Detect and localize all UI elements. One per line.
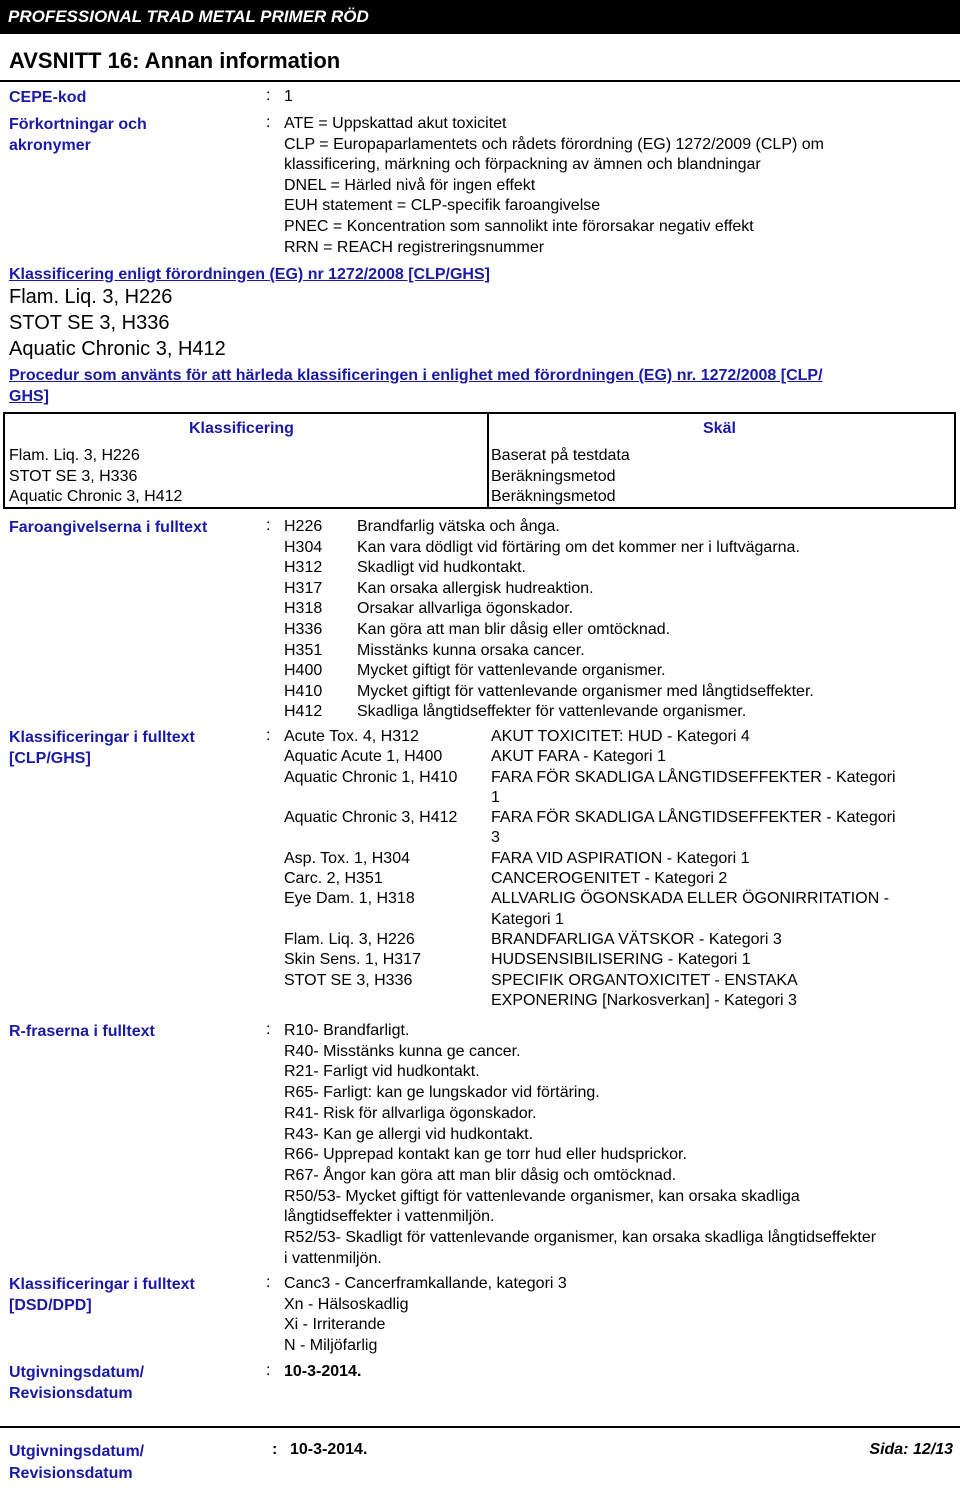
- hazard-code: H318: [284, 600, 323, 618]
- clp-text: SPECIFIK ORGANTOXICITET - ENSTAKA: [491, 971, 798, 989]
- clp-classification-list: [9, 284, 226, 362]
- procedure-table: [3, 412, 956, 509]
- r-phrase: R41- Risk för allvarliga ögonskador.: [284, 1104, 537, 1122]
- r-phrase: R66- Upprepad kontakt kan ge torr hud eller hudsprickor.: [284, 1146, 687, 1164]
- footer-date: 10-3-2014.: [290, 1441, 368, 1458]
- clp-code: Flam. Liq. 3, H226: [284, 930, 415, 948]
- footer-colon: :: [272, 1441, 278, 1458]
- issue-date-value: 10-3-2014.: [284, 1363, 362, 1380]
- r-phrase: långtidseffekter i vattenmiljön.: [284, 1208, 495, 1226]
- clp-code: Aquatic Chronic 1, H410: [284, 768, 458, 786]
- dsd-line: Xi - Irriterande: [284, 1316, 386, 1334]
- abbrev-colon: :: [266, 114, 271, 131]
- abbrev-line: EUH statement = CLP-specifik faroangivelse: [284, 197, 601, 215]
- hazard-code: H304: [284, 538, 323, 556]
- clp-classification-item: Aquatic Chronic 3, H412: [9, 338, 226, 360]
- clp-text: FARA FÖR SKADLIGA LÅNGTIDSEFFEKTER - Kategori: [491, 768, 896, 786]
- clp-text-cont: Kategori 1: [491, 910, 564, 928]
- abbrev-label-line1: Förkortningar och: [9, 116, 147, 133]
- clp-text: AKUT FARA - Kategori 1: [491, 748, 666, 766]
- clp-code: Eye Dam. 1, H318: [284, 890, 415, 908]
- clp-code: STOT SE 3, H336: [284, 971, 413, 989]
- abbrev-label-line2: akronymer: [9, 137, 91, 154]
- r-phrase: R43- Kan ge allergi vid hudkontakt.: [284, 1125, 534, 1143]
- clp-text: FARA FÖR SKADLIGA LÅNGTIDSEFFEKTER - Kategori: [491, 809, 896, 827]
- table-row-reason: Beräkningsmetod: [491, 488, 616, 505]
- clp-code: Acute Tox. 4, H312: [284, 728, 419, 745]
- hazard-text: Orsakar allvarliga ögonskador.: [357, 600, 574, 618]
- hazard-text: Skadliga långtidseffekter för vattenlevande organismer.: [357, 703, 747, 721]
- abbrev-line: PNEC = Koncentration som sannolikt inte förorsakar negativ effekt: [284, 217, 754, 235]
- r-phrase: R65- Farligt: kan ge lungskador vid förtäring.: [284, 1084, 600, 1102]
- abbrev-list: [284, 114, 824, 258]
- hazard-text: Misstänks kunna orsaka cancer.: [357, 641, 585, 659]
- clp-code: Carc. 2, H351: [284, 870, 383, 888]
- r-phrases-list: [284, 1021, 876, 1269]
- hazard-statements-colon: :: [266, 517, 271, 534]
- issue-date-colon: :: [266, 1362, 271, 1379]
- procedure-heading-line2: GHS]: [9, 388, 49, 405]
- issue-date-label: [9, 1362, 144, 1404]
- r-phrase: R50/53- Mycket giftigt för vattenlevande organismer, kan orsaka skadliga: [284, 1187, 800, 1205]
- issue-date-label-line1: Utgivningsdatum/: [9, 1364, 145, 1381]
- footer-label-line2: Revisionsdatum: [9, 1465, 133, 1482]
- table-classification-column: [9, 446, 182, 508]
- section-title: AVSNITT 16: Annan information: [9, 48, 341, 73]
- clp-text: BRANDFARLIGA VÄTSKOR - Kategori 3: [491, 930, 782, 948]
- dsd-fulltext-colon: :: [266, 1274, 271, 1291]
- footer-date-label: [9, 1441, 144, 1485]
- r-phrase: i vattenmiljön.: [284, 1249, 382, 1267]
- col-header-classification: Klassificering: [189, 420, 294, 437]
- hazard-text: Kan orsaka allergisk hudreaktion.: [357, 579, 594, 597]
- dsd-line: N - Miljöfarlig: [284, 1336, 378, 1354]
- procedure-heading: [9, 365, 823, 407]
- abbrev-line: klassificering, märkning och förpackning av ämnen och blandningar: [284, 156, 761, 174]
- hazard-text: Kan vara dödligt vid förtäring om det kommer ner i luftvägarna.: [357, 538, 800, 556]
- procedure-table-divider: [487, 414, 489, 507]
- dsd-line: Canc3 - Cancerframkallande, kategori 3: [284, 1275, 567, 1292]
- page-number: Sida: 12/13: [869, 1441, 953, 1458]
- abbrev-line: DNEL = Härled nivå för ingen effekt: [284, 176, 536, 194]
- hazard-text: Mycket giftigt för vattenlevande organismer med långtidseffekter.: [357, 682, 814, 700]
- table-row-classification: Aquatic Chronic 3, H412: [9, 488, 183, 505]
- cepe-colon: :: [266, 87, 271, 104]
- hazard-code: H317: [284, 579, 323, 597]
- table-row-reason: Baserat på testdata: [491, 447, 630, 464]
- clp-text: CANCEROGENITET - Kategori 2: [491, 870, 728, 888]
- r-phrases-label: R-fraserna i fulltext: [9, 1023, 155, 1040]
- hazard-statements-label: Faroangivelserna i fulltext: [9, 519, 208, 536]
- dsd-line: Xn - Hälsoskadlig: [284, 1295, 409, 1313]
- hazard-code: H336: [284, 620, 323, 638]
- clp-code: Skin Sens. 1, H317: [284, 951, 421, 969]
- clp-text-cont: 1: [491, 788, 500, 806]
- col-header-reason: Skäl: [703, 420, 736, 437]
- r-phrases-colon: :: [266, 1021, 271, 1038]
- hazard-code: H226: [284, 518, 323, 535]
- footer-rule: [0, 1426, 960, 1428]
- clp-code: Aquatic Acute 1, H400: [284, 748, 443, 766]
- abbrev-line: ATE = Uppskattad akut toxicitet: [284, 115, 507, 132]
- product-name: PROFESSIONAL TRAD METAL PRIMER RÖD: [8, 7, 369, 26]
- clp-text: HUDSENSIBILISERING - Kategori 1: [491, 951, 751, 969]
- hazard-text: Skadligt vid hudkontakt.: [357, 559, 526, 577]
- clp-fulltext-label-line2: [CLP/GHS]: [9, 750, 91, 767]
- dsd-fulltext-list: [284, 1274, 567, 1356]
- r-phrase: R10- Brandfarligt.: [284, 1022, 410, 1039]
- hazard-code: H400: [284, 662, 323, 680]
- hazard-code: H412: [284, 703, 323, 721]
- table-row-classification: STOT SE 3, H336: [9, 467, 138, 485]
- clp-fulltext-colon: :: [266, 727, 271, 744]
- abbrev-line: CLP = Europaparlamentets och rådets förordning (EG) 1272/2009 (CLP) om: [284, 135, 824, 153]
- hazard-code: H410: [284, 682, 323, 700]
- footer-label-line1: Utgivningsdatum/: [9, 1443, 145, 1460]
- clp-fulltext-texts: [491, 727, 896, 1011]
- hazard-texts: [357, 517, 814, 723]
- clp-text-cont: 3: [491, 829, 500, 847]
- hazard-text: Mycket giftigt för vattenlevande organismer.: [357, 662, 666, 680]
- r-phrase: R52/53- Skadligt för vattenlevande organismer, kan orsaka skadliga långtidseffekter: [284, 1229, 877, 1247]
- r-phrase: R21- Farligt vid hudkontakt.: [284, 1063, 480, 1081]
- cepe-label: CEPE-kod: [9, 89, 87, 106]
- cepe-value: 1: [284, 88, 293, 105]
- issue-date-label-line2: Revisionsdatum: [9, 1385, 133, 1402]
- hazard-codes: [284, 517, 322, 723]
- hazard-code: H312: [284, 559, 323, 577]
- clp-text-cont: EXPONERING [Narkosverkan] - Kategori 3: [491, 991, 797, 1009]
- document-header-bar: [0, 0, 960, 34]
- dsd-fulltext-label-line1: Klassificeringar i fulltext: [9, 1276, 195, 1293]
- r-phrase: R40- Misstänks kunna ge cancer.: [284, 1042, 521, 1060]
- clp-text: ALLVARLIG ÖGONSKADA ELLER ÖGONIRRITATION -: [491, 890, 890, 908]
- clp-fulltext-codes: [284, 727, 457, 991]
- clp-classification-heading: Klassificering enligt förordningen (EG) nr 1272/2008 [CLP/GHS]: [9, 266, 490, 283]
- clp-text: AKUT TOXICITET: HUD - Kategori 4: [491, 728, 750, 745]
- clp-code: Aquatic Chronic 3, H412: [284, 809, 458, 827]
- procedure-heading-line1: Procedur som använts för att härleda klassificeringen i enlighet med förordningen (EG) nr. 1272/2008 [CLP/: [9, 367, 823, 384]
- abbrev-label: [9, 114, 147, 156]
- clp-fulltext-label: [9, 727, 195, 769]
- table-row-classification: Flam. Liq. 3, H226: [9, 447, 140, 464]
- clp-classification-item: Flam. Liq. 3, H226: [9, 286, 173, 308]
- clp-text: FARA VID ASPIRATION - Kategori 1: [491, 849, 750, 867]
- r-phrase: R67- Ångor kan göra att man blir dåsig och omtöcknad.: [284, 1166, 677, 1184]
- hazard-text: Kan göra att man blir dåsig eller omtöcknad.: [357, 620, 671, 638]
- clp-fulltext-label-line1: Klassificeringar i fulltext: [9, 729, 195, 746]
- clp-code: Asp. Tox. 1, H304: [284, 849, 410, 867]
- table-reason-column: [491, 446, 630, 508]
- dsd-fulltext-label-line2: [DSD/DPD]: [9, 1297, 92, 1314]
- clp-classification-item: STOT SE 3, H336: [9, 312, 170, 334]
- hazard-text: Brandfarlig vätska och ånga.: [357, 518, 560, 535]
- section-rule: [0, 80, 960, 82]
- dsd-fulltext-label: [9, 1274, 195, 1316]
- table-row-reason: Beräkningsmetod: [491, 467, 616, 485]
- hazard-code: H351: [284, 641, 323, 659]
- abbrev-line: RRN = REACH registreringsnummer: [284, 238, 545, 256]
